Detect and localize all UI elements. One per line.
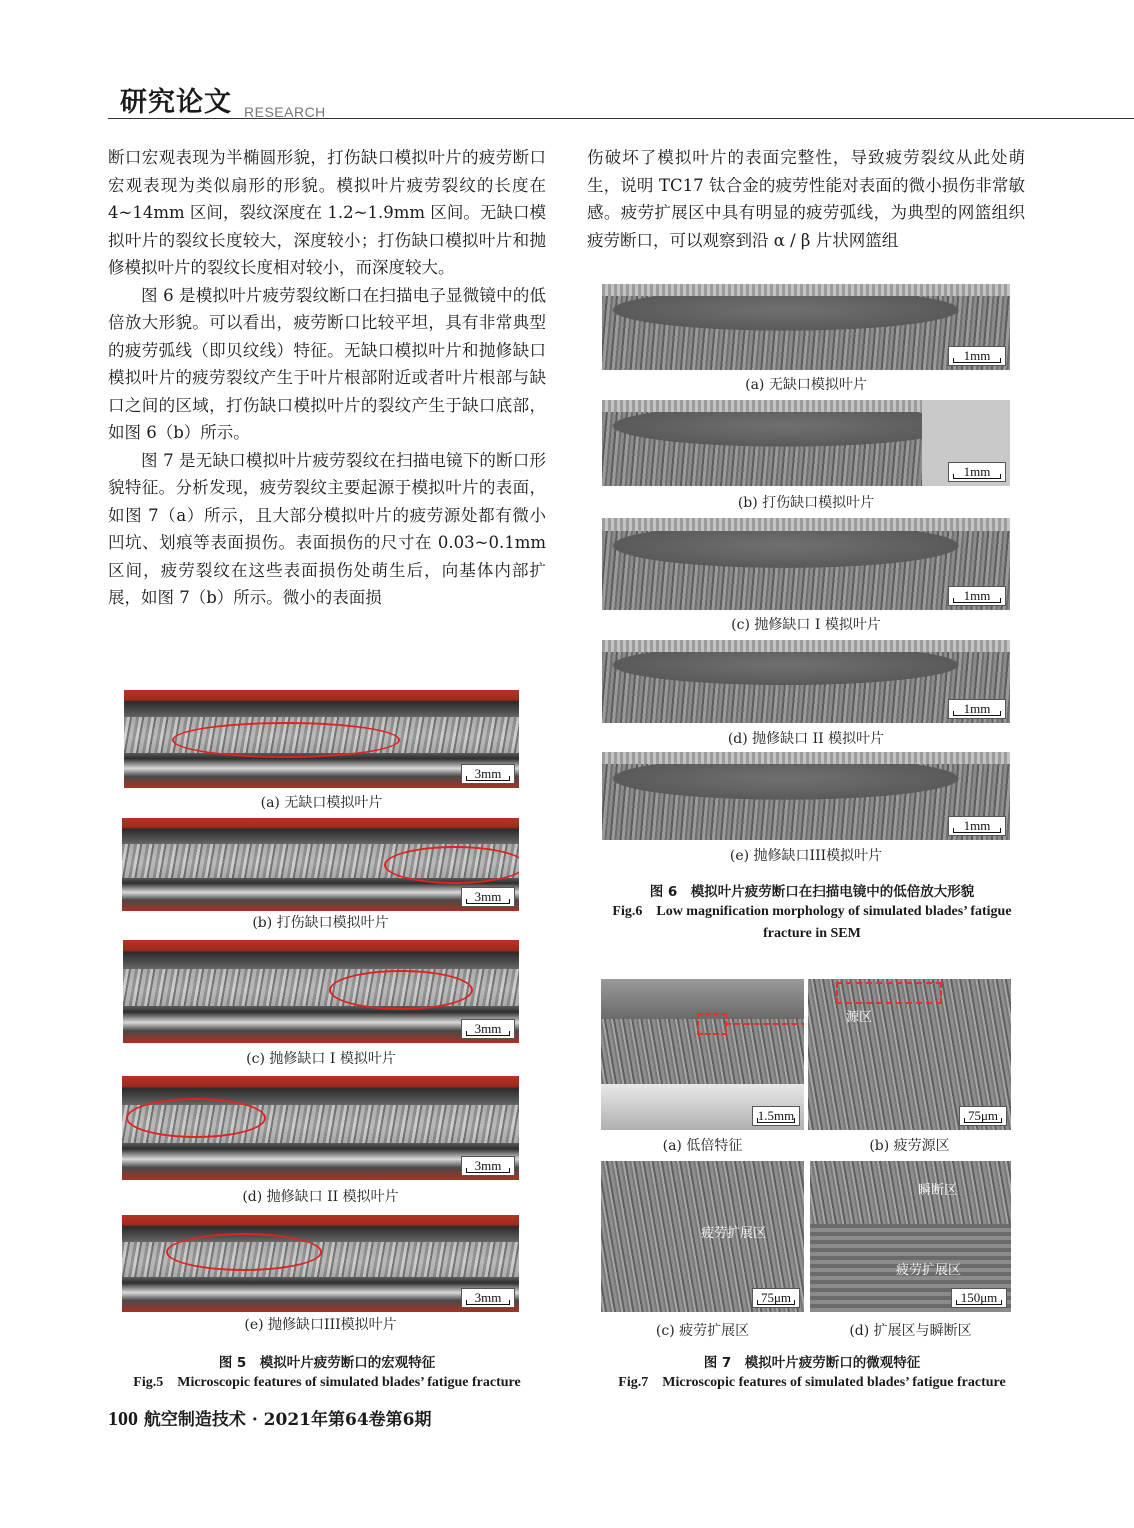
fig6-photo-b <box>602 400 1010 486</box>
section-subtitle: RESEARCH <box>244 104 326 120</box>
fig7-photo-a <box>601 979 804 1130</box>
fig6-caption-c: (c) 抛修缺口 I 模拟叶片 <box>731 617 881 633</box>
fig7-caption-d: (d) 扩展区与瞬断区 <box>849 1323 972 1339</box>
paragraph: 断口宏观表现为半椭圆形貌，打伤缺口模拟叶片的疲劳断口宏观表现为类似扇形的形貌。模拟叶片疲劳裂纹的长度在 4~14mm 区间，裂纹深度在 1.2~1.9mm 区间。无缺口模拟叶片的裂纹长度较大，深度较小；打伤缺口模拟叶片和抛修模拟叶片的裂纹长度相对较小，而深度较大。 <box>108 148 546 277</box>
fig7-caption-a: (a) 低倍特征 <box>662 1138 743 1154</box>
fig6-photo-a <box>602 284 1010 370</box>
fig7-caption-b: (b) 疲劳源区 <box>869 1138 950 1154</box>
scale-bar: 75μm <box>959 1106 1007 1126</box>
fig6-photo-e <box>602 752 1010 840</box>
scale-bar: 1mm <box>948 462 1006 482</box>
scale-bar: 3mm <box>461 887 515 907</box>
fig6-title-cn: 图 6 模拟叶片疲劳断口在扫描电镜中的低倍放大形貌 <box>649 884 975 900</box>
fig5-photo-b <box>122 818 519 911</box>
scale-bar: 1mm <box>948 699 1006 719</box>
fig7-photo-b <box>808 979 1011 1130</box>
propagation-zone-label: 疲劳扩展区 <box>701 1226 767 1241</box>
fig5-caption-b: (b) 打伤缺口模拟叶片 <box>252 915 389 931</box>
fig5-photo-a <box>124 690 519 788</box>
scale-bar: 3mm <box>461 764 515 784</box>
fig6-photo-c <box>602 518 1010 610</box>
fig5-photo-d <box>122 1076 519 1180</box>
scale-bar: 1mm <box>948 816 1006 836</box>
fig6-title-en: Fig.6 Low magnification morphology of simulated blades’ fatigue fracture in SEM <box>612 904 1012 941</box>
fig5-title-cn: 图 5 模拟叶片疲劳断口的宏观特征 <box>218 1355 436 1371</box>
fig6-caption-d: (d) 抛修缺口 II 模拟叶片 <box>727 731 885 747</box>
fig6-caption-b: (b) 打伤缺口模拟叶片 <box>737 495 875 511</box>
page-number: 100 <box>108 1408 138 1430</box>
fig7-title-en: Fig.7 Microscopic features of simulated blades’ fatigue fracture <box>618 1375 1006 1390</box>
scale-bar: 1mm <box>948 586 1006 606</box>
fast-fracture-zone-label: 瞬断区 <box>918 1183 958 1198</box>
paragraph: 图 7 是无缺口模拟叶片疲劳裂纹在扫描电镜下的断口形貌特征。分析发现，疲劳裂纹主要起源于模拟叶片的表面，如图 7（a）所示，且大部分模拟叶片的疲劳源处都有微小凹坑、划痕等表面损伤。表面损伤的尺寸在 0.03~0.1mm 区间，疲劳裂纹在这些表面损伤处萌生后，向基体内部扩展，如图 7（b）所示。微小的表面损 <box>108 450 546 607</box>
fig6-photo-d <box>602 640 1010 723</box>
section-title: 研究论文 <box>120 87 232 118</box>
fig5-caption-e: (e) 抛修缺口III模拟叶片 <box>244 1317 397 1333</box>
paragraph: 图 6 是模拟叶片疲劳裂纹断口在扫描电子显微镜中的低倍放大形貌。可以看出，疲劳断口比较平坦，具有非常典型的疲劳弧线（即贝纹线）特征。无缺口模拟叶片和抛修缺口模拟叶片的疲劳裂纹产生于叶片根部附近或者叶片根部与缺口之间的区域，打伤缺口模拟叶片的裂纹产生于缺口底部，如图 6（b）所示。 <box>108 285 546 442</box>
scale-bar: 150μm <box>951 1288 1007 1308</box>
journal-info: 航空制造技术 · 2021年第64卷第6期 <box>143 1410 432 1430</box>
paragraph: 伤破坏了模拟叶片的表面完整性，导致疲劳裂纹从此处萌生，说明 TC17 钛合金的疲劳性能对表面的微小损伤非常敏感。疲劳扩展区中具有明显的疲劳弧线，为典型的网篮组织疲劳断口，可以观察到沿 α / β 片状网篮组 <box>587 148 1025 250</box>
fig5-caption-a: (a) 无缺口模拟叶片 <box>260 795 383 811</box>
fig7-title-cn: 图 7 模拟叶片疲劳断口的微观特征 <box>703 1355 921 1371</box>
fig7-photo-c <box>601 1161 804 1312</box>
right-column-text <box>587 144 1025 254</box>
scale-bar: 1.5mm <box>752 1106 800 1126</box>
fig5-photo-c <box>123 940 519 1043</box>
scale-bar: 3mm <box>461 1156 515 1176</box>
fig5-title-en: Fig.5 Microscopic features of simulated blades’ fatigue fracture <box>133 1375 521 1390</box>
header-rule <box>108 118 1134 119</box>
fig6-caption-e: (e) 抛修缺口III模拟叶片 <box>729 848 883 864</box>
fig6-caption-a: (a) 无缺口模拟叶片 <box>745 377 867 393</box>
propagation-zone-label: 疲劳扩展区 <box>896 1263 962 1278</box>
scale-bar: 3mm <box>461 1288 515 1308</box>
scale-bar: 1mm <box>948 346 1006 366</box>
left-column-text <box>108 144 546 612</box>
fig5-photo-e <box>122 1215 519 1312</box>
fig5-caption-d: (d) 抛修缺口 II 模拟叶片 <box>242 1189 399 1205</box>
fig7-photo-d <box>810 1161 1011 1312</box>
fig5-caption-c: (c) 抛修缺口 I 模拟叶片 <box>246 1051 396 1067</box>
fig7-caption-c: (c) 疲劳扩展区 <box>655 1323 750 1339</box>
source-zone-label: 源区 <box>846 1010 873 1025</box>
scale-bar: 75μm <box>752 1288 800 1308</box>
scale-bar: 3mm <box>461 1019 515 1039</box>
page-footer <box>108 1405 431 1431</box>
